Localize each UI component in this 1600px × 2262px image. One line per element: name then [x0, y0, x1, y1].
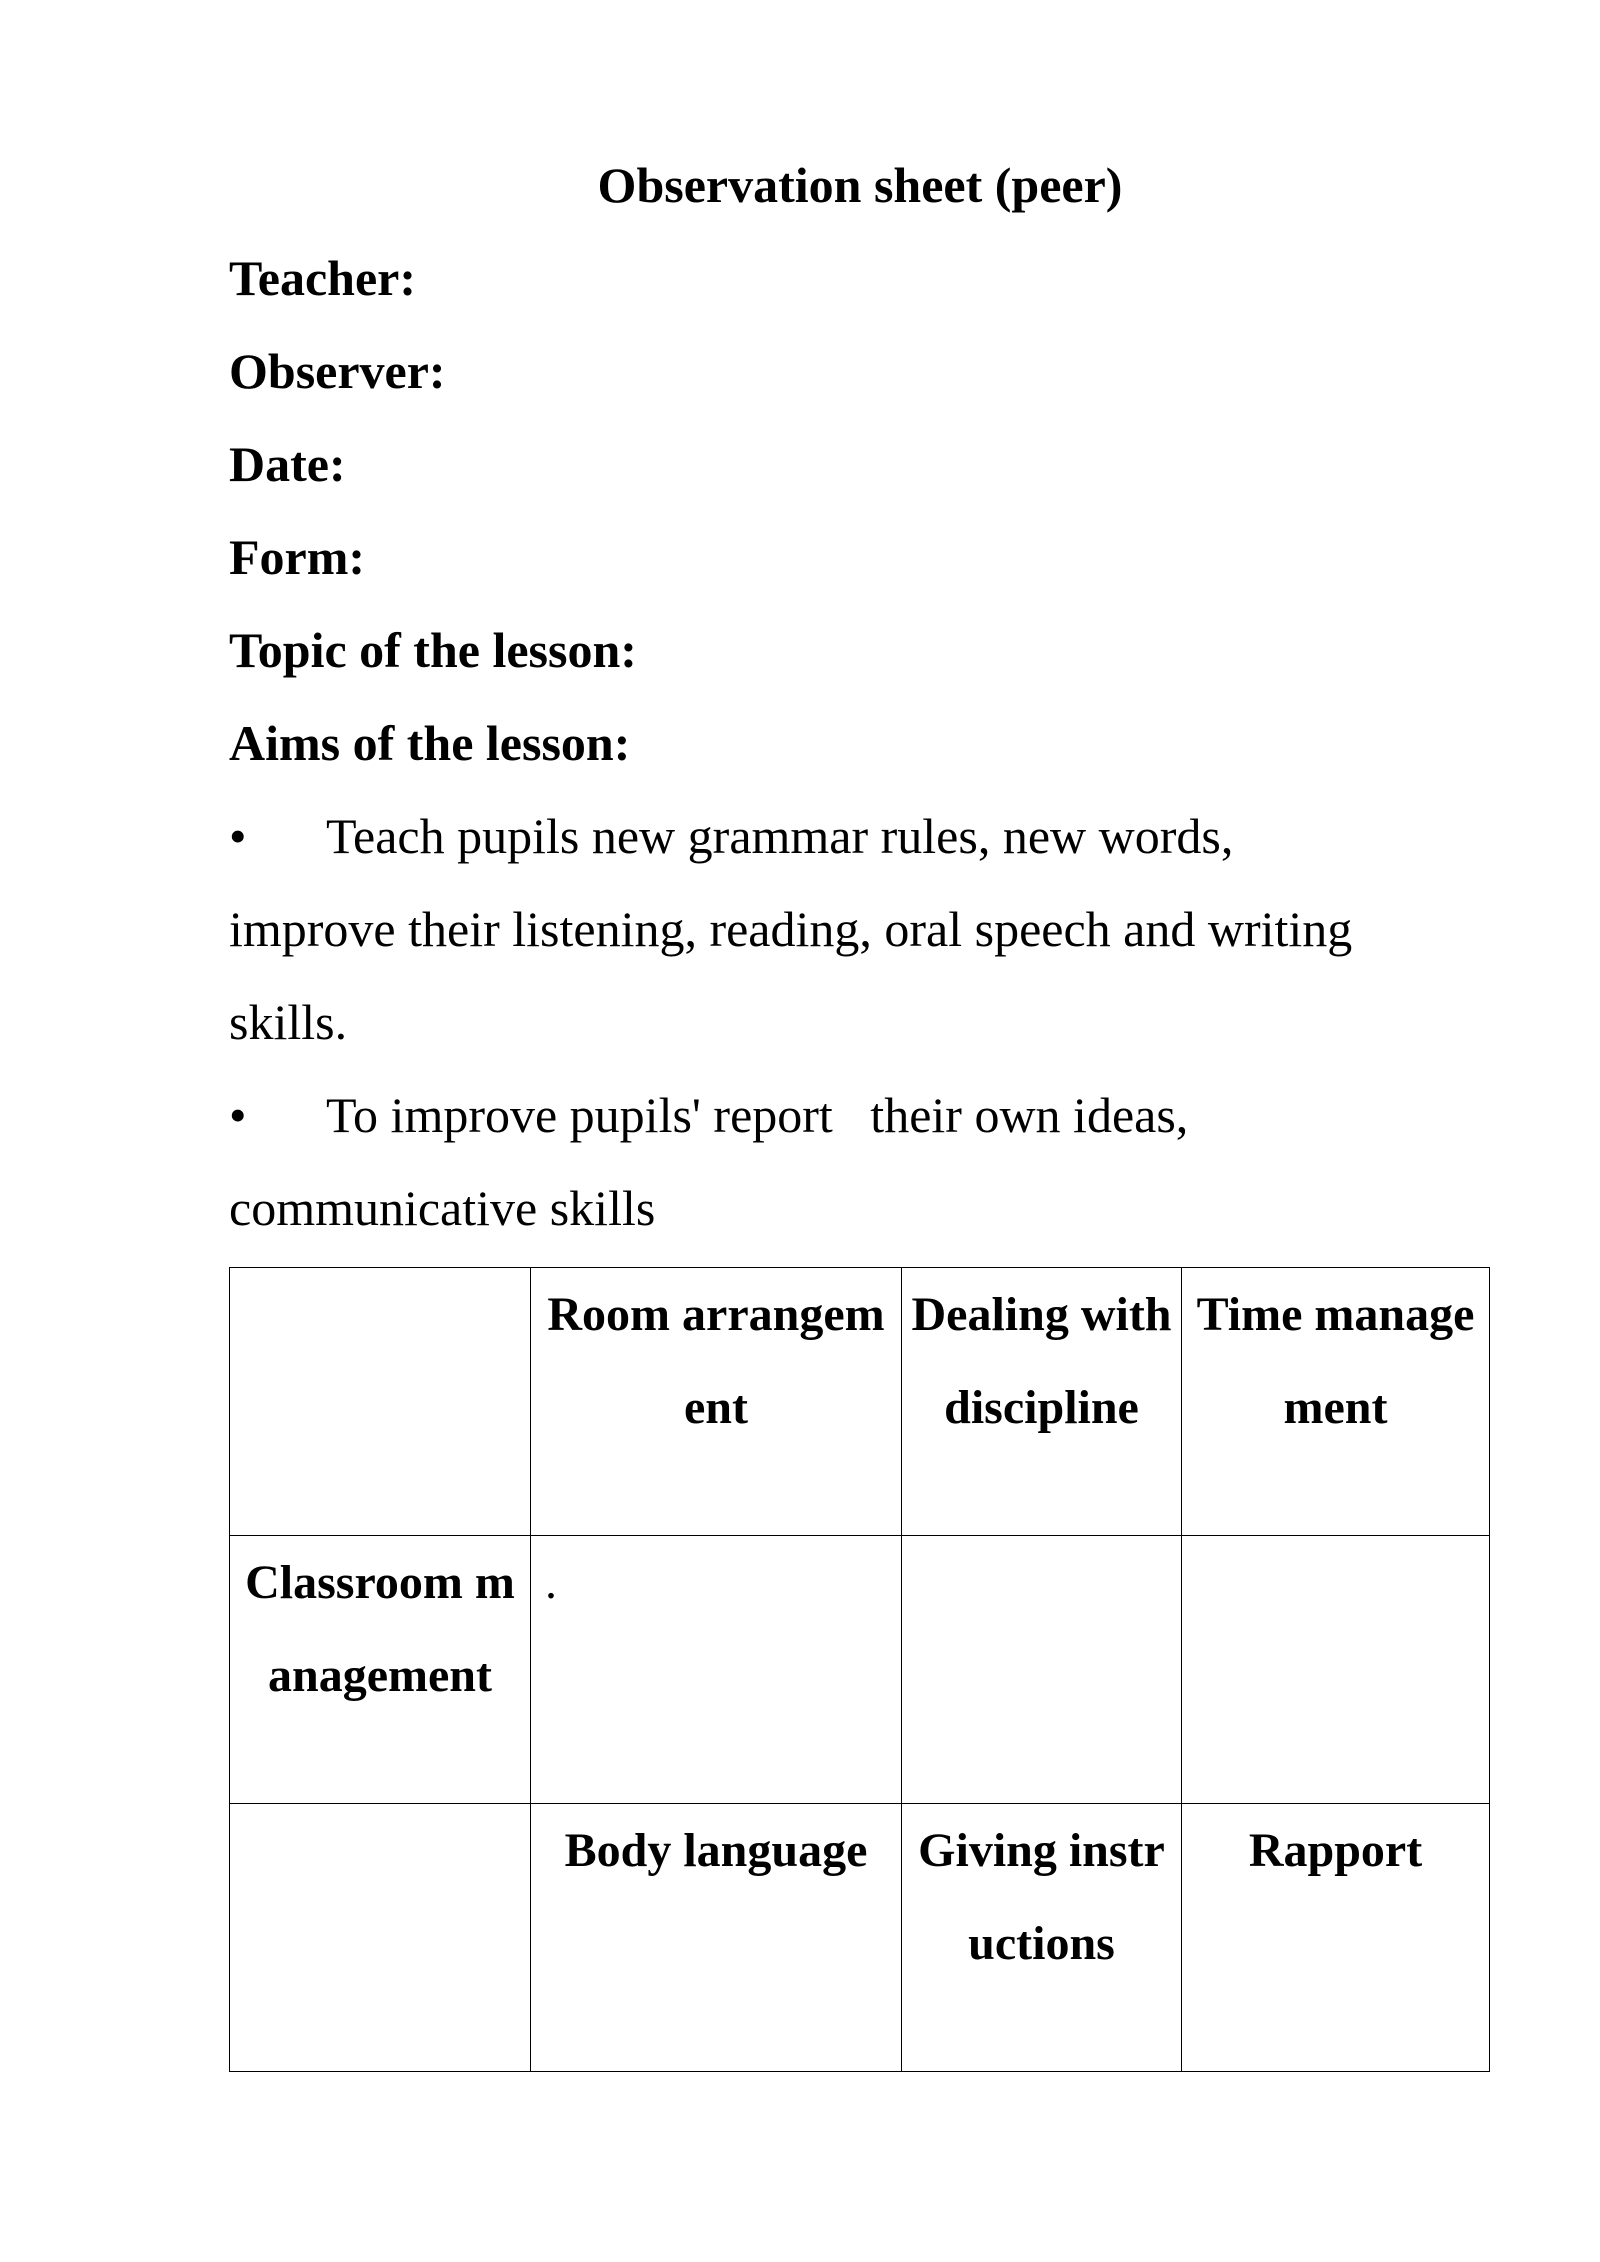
header-body-language: Body language [531, 1804, 902, 2072]
page-title: Observation sheet (peer) [597, 157, 1123, 213]
aim-item-2-continuation-1: communicative skills [229, 1180, 656, 1236]
topic-label: Topic of the lesson: [229, 622, 637, 678]
aim-item-1-continuation-1: improve their listening, reading, oral speech and writing [229, 901, 1353, 957]
table-cell [902, 1536, 1182, 1804]
aims-label: Aims of the lesson: [229, 715, 631, 771]
header-time-management: Time management [1182, 1268, 1490, 1536]
observer-label: Observer: [229, 343, 446, 399]
aim-item-1 [229, 801, 1233, 871]
table-cell [1182, 1536, 1490, 1804]
table-cell [230, 1804, 531, 2072]
aim-item-1-continuation-2: skills. [229, 994, 348, 1050]
aim-item-1-text: Teach pupils new grammar rules, new words, [326, 808, 1234, 864]
header-dealing-with-discipline: Dealing with discipline [902, 1268, 1182, 1536]
aim-item-2-text: To improve pupils' report their own ideas, [326, 1087, 1189, 1143]
header-giving-instructions: Giving instructions [902, 1804, 1182, 2072]
aim-item-2 [229, 1080, 1188, 1150]
date-label: Date: [229, 436, 346, 492]
header-room-arrangement: Room arrangement [531, 1268, 902, 1536]
table-cell [230, 1268, 531, 1536]
observation-table [229, 1267, 1490, 2072]
teacher-label: Teacher: [229, 250, 416, 306]
table-row [230, 1804, 1490, 2072]
bullet-icon: • [229, 1087, 247, 1143]
form-label: Form: [229, 529, 366, 585]
table-row [230, 1268, 1490, 1536]
table-cell: . [531, 1536, 902, 1804]
header-rapport: Rapport [1182, 1804, 1490, 2072]
bullet-icon: • [229, 808, 247, 864]
row-header-classroom-management: Classroom management [230, 1536, 531, 1804]
table-row [230, 1536, 1490, 1804]
